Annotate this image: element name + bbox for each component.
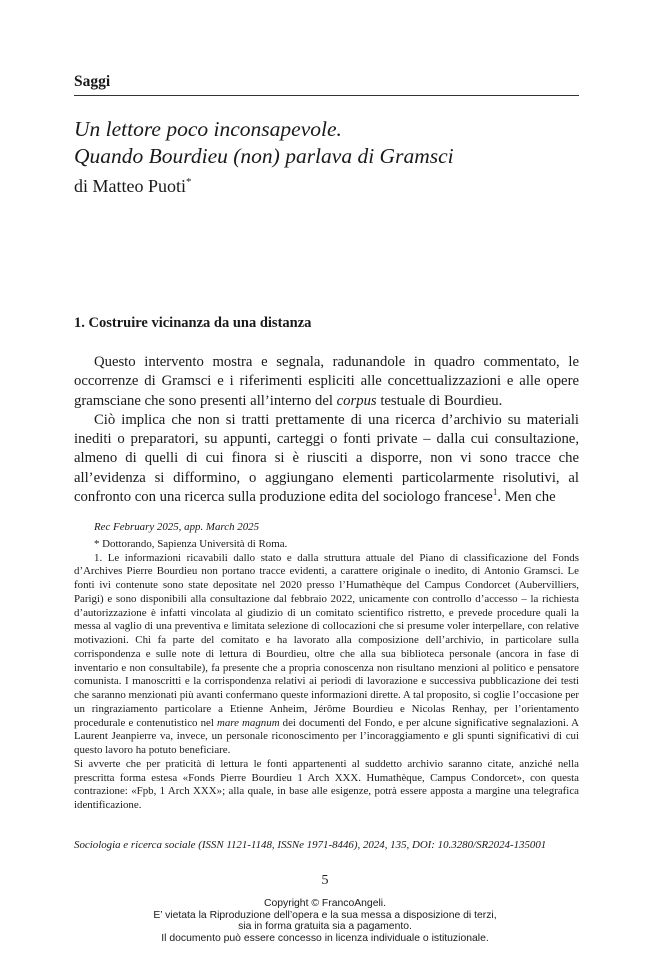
- author-prefix: di: [74, 176, 93, 196]
- paragraph-2-text: Ciò implica che non si tratti prettamente di una ricerca d’archivio su materiali inediti o preparatori, su appunti, carteggi o fonti private – dalla cui consultazione, almeno di quelli di cui finora si è riusciti a disporre, non vi sono tracce che all’evidenza si difformino, o aggiungano elementi particolarmente risolutivi, al confronto con una ricerca sulla produzione edita del sociologo francese: [74, 411, 579, 506]
- author-footnote-mark: *: [186, 176, 192, 188]
- copyright-line-2: E’ vietata la Riproduzione dell’opera e la sua messa a disposizione di terzi,: [153, 909, 497, 921]
- header-rule: [74, 95, 579, 96]
- copyright-line-3: sia in forma gratuita sia a pagamento.: [238, 921, 412, 933]
- footnote-affiliation: * Dottorando, Sapienza Università di Roma.: [94, 537, 288, 550]
- footnote-1-continuation: Si avverte che per praticità di lettura le fonti appartenenti al suddetto archivio saranno citate, anziché nella prescritta forma estesa «Fonds Pierre Bourdieu 1 Arch XXX. Humathèque, Campus Condorcet», con questa contrazione: «Fpb, 1 Arch XXX»; alla quale, in base alle esigenze, potrà essere apposta a margine una telegrafica identificazione.: [74, 757, 579, 811]
- footnote-1-text-a: 1. Le informazioni ricavabili dallo stato e dalla struttura attuale del Piano di classificazione del Fonds d’Archives Pierre Bourdieu non portano tracce evidenti, a carattere originale o inedito, di Antonio Gramsci. Le fonti ivi contenute sono state depositate nel 2020 presso l’Humathèque del Campus Condorcet (Aubervilliers, Parigi) e sono disponibili alla consultazione dal febbraio 2022, unicamente con controllo d’accesso – la richiesta d’autorizzazione è infatti vincolata al giudizio di un comitato scientifico ristretto, e prevede procedure quali la messa al vaglio di una preventiva e limitata selezione di collocazioni che si presume voler interpellare, con relative motivazioni. Chi fa parte del comitato e ha lavorato alla composizione dell’archivio, in particolare sulla corrispondenza e sulle note di lettura di Bourdieu, oltre che alla sua biblioteca personale (ancora in fase di inventario e non consultabile), fa presente che a propria conoscenza non risultano menzioni al politico e pensatore comunista. I manoscritti e la corrispondenza relativi ai periodi di lavorazione e successiva pubblicazione dei testi che saranno menzionati più avanti confermano queste informazioni dirette. A tal proposito, si coglie l’occasione per un ringraziamento particolare a Etienne Anheim, Jérôme Bourdieu e Nicolas Renhay, per l’orientamento procedurale e contenutistico nel: [74, 551, 579, 729]
- journal-citation: Sociologia e ricerca sociale (ISSN 1121-1148, ISSNe 1971-8446), 2024, 135, DOI: 10.3280/SR2024-135001: [74, 839, 547, 851]
- paragraph-2: [74, 411, 579, 507]
- footnote-ref-1: 1: [492, 487, 498, 498]
- footnotes: [74, 521, 579, 813]
- paragraph-1-emphasis: corpus: [336, 392, 377, 409]
- footnote-1-emphasis: mare magnum: [216, 716, 280, 729]
- copyright-line-4: Il documento può essere concesso in licenza individuale o istituzionale.: [161, 932, 489, 944]
- section-heading: 1. Costruire vicinanza da una distanza: [74, 315, 312, 331]
- section-label: Saggi: [74, 73, 111, 90]
- title-line-1: Un lettore poco inconsapevole.: [74, 117, 342, 141]
- page-number: 5: [321, 873, 329, 888]
- author-line: [74, 176, 192, 197]
- copyright-notice: [0, 898, 650, 944]
- footnote-1: [74, 552, 579, 758]
- paragraph-1-text-b: testuale di Bourdieu.: [376, 392, 503, 409]
- paragraph-1-text-a: Questo intervento mostra e segnala, radunandole in quadro commentato, le occorrenze di Gramsci e i riferimenti espliciti alle concettualizzazioni e alle opere gramsciane che sono presenti all’interno del: [74, 354, 579, 409]
- body-text: [74, 353, 579, 507]
- paragraph-2-end: . Men che: [497, 489, 556, 506]
- title-line-2: Quando Bourdieu (non) parlava di Gramsci: [74, 144, 454, 168]
- footnote-1-text-b: dei documenti del Fondo, e per alcune significative segnalazioni. A Laurent Jeanpierre va, invece, un personale riconoscimento per l’incoraggiamento e gli spunti significativi di cui questo lavoro ha potuto beneficiare.: [74, 716, 579, 756]
- article-title: [74, 116, 579, 170]
- author-name: Matteo Puoti: [92, 176, 187, 196]
- paragraph-1: [74, 353, 579, 411]
- copyright-line-1: Copyright © FrancoAngeli.: [263, 898, 386, 909]
- received-dates: Rec February 2025, app. March 2025: [94, 521, 260, 533]
